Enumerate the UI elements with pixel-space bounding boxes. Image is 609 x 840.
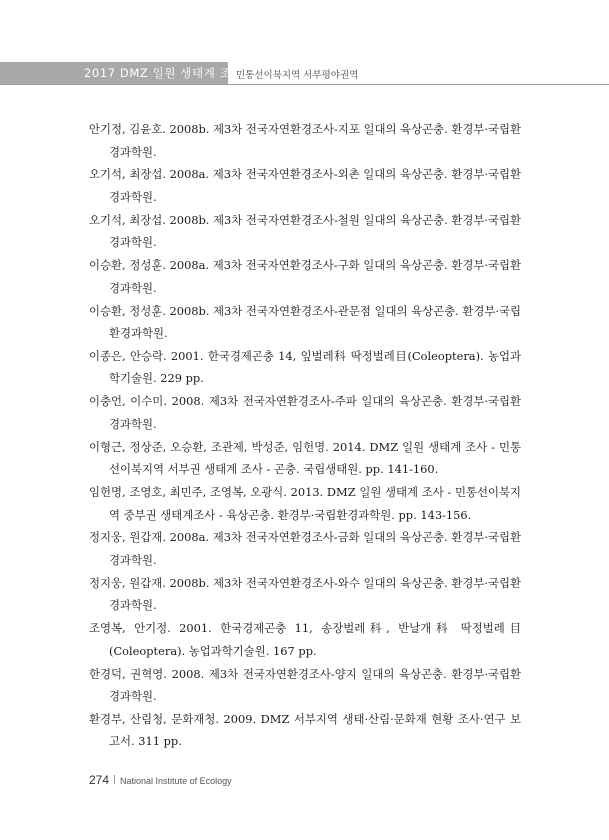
reference-entry: 이승환, 정성훈. 2008a. 제3차 전국자연환경조사-구화 일대의 육상곤충. 환경부·국립환경과학원.	[89, 258, 521, 295]
header-title: 2017 DMZ 일원 생태계 조사	[84, 66, 244, 80]
page-footer	[89, 771, 232, 789]
footer-institute: National Institute of Ecology	[120, 776, 232, 786]
reference-entry: 이형근, 정상준, 오승환, 조관제, 박성준, 임헌명. 2014. DMZ 일원 생태계 조사 - 민통선이북지역 서부권 생태계 조사 - 곤충. 국립생태원. pp. 141-160.	[89, 439, 521, 477]
reference-entry: 이충언, 이수미. 2008. 제3차 전국자연환경조사-주파 일대의 육상곤충. 환경부·국립환경과학원.	[89, 394, 521, 431]
header-subtitle: 민통선이북지역 서부평야권역	[236, 70, 359, 81]
reference-entry: 조영복, 안기정. 2001. 한국경제곤충 11, 송장벌레科, 반날개科 딱정벌레目(Coleoptera). 농업과학기술원. 167 pp.	[89, 621, 521, 658]
reference-list	[89, 118, 521, 753]
page-number: 274	[89, 773, 110, 787]
reference-entry: 오기석, 최장섭. 2008b. 제3차 전국자연환경조사-철원 일대의 육상곤충. 환경부·국립환경과학원.	[89, 212, 521, 250]
footer-divider	[114, 775, 115, 784]
running-header	[0, 62, 609, 85]
reference-entry: 정지웅, 원갑재. 2008b. 제3차 전국자연환경조사-와수 일대의 육상곤충. 환경부·국립환경과학원.	[89, 575, 521, 613]
reference-entry: 임헌명, 조영호, 최민주, 조영복, 오광식. 2013. DMZ 일원 생태계 조사 - 민통선이북지역 중부권 생태계조사 - 육상곤충. 환경부·국립환경과학원. pp. 143-156.	[89, 485, 521, 522]
reference-entry: 이승환, 정성훈. 2008b. 제3차 전국자연환경조사-관문점 일대의 육상곤충. 환경부·국립환경과학원.	[89, 303, 521, 341]
reference-entry: 정지웅, 원갑재. 2008a. 제3차 전국자연환경조사-금화 일대의 육상곤충. 환경부·국립환경과학원.	[89, 530, 521, 567]
reference-entry: 한경덕, 권혁영. 2008. 제3차 전국자연환경조사-양지 일대의 육상곤충. 환경부·국립환경과학원.	[89, 666, 521, 704]
reference-entry: 오기석, 최장섭. 2008a. 제3차 전국자연환경조사-외촌 일대의 육상곤충. 환경부·국립환경과학원.	[89, 167, 521, 204]
reference-entry: 안기정, 김윤호. 2008b. 제3차 전국자연환경조사-지포 일대의 육상곤충. 환경부·국립환경과학원.	[89, 122, 521, 159]
reference-entry: 환경부, 산림청, 문화재청. 2009. DMZ 서부지역 생태·산림·문화재 현황 조사·연구 보고서. 311 pp.	[89, 711, 521, 749]
reference-entry: 이종은, 안승락. 2001. 한국경제곤충 14, 잎벌레科 딱정벌레目(Coleoptera). 농업과학기술원. 229 pp.	[89, 348, 521, 386]
